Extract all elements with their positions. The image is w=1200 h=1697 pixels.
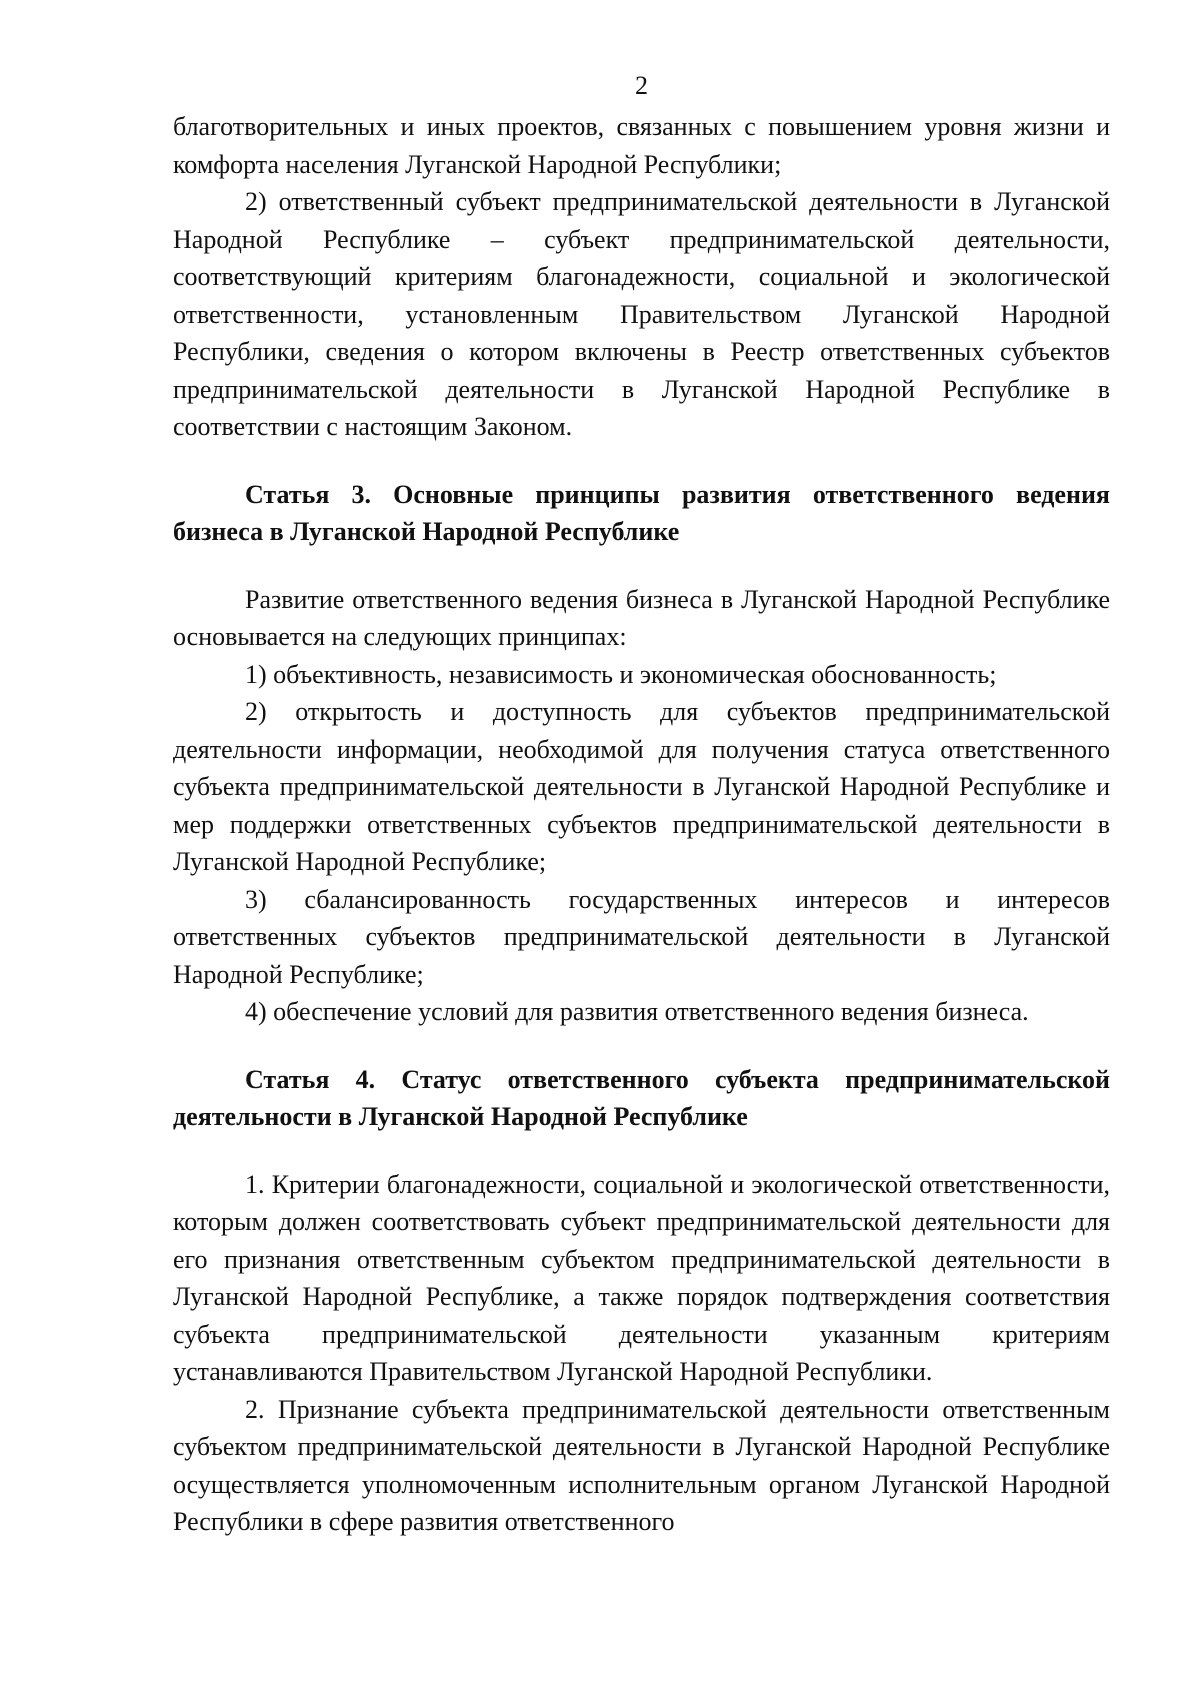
article-4-heading: Статья 4. Статус ответственного субъекта предпринимательской деятельности в Луганской Народной Республике	[173, 1064, 1110, 1131]
paragraph-definition-2: 2) ответственный субъект предпринимательской деятельности в Луганской Народной Республике – субъект предпринимательской деятельности, соответствующий критериям благонадежности, социальной и экологической ответственности, установленным Правительством Луганской Народной Республики, сведения о котором включены в Реестр ответственных субъектов предпринимательской деятельности в Луганской Народной Республике в соответствии с настоящим Законом.	[173, 187, 1110, 441]
article-3-item-3: 3) сбалансированность государственных интересов и интересов ответственных субъектов предпринимательской деятельности в Луганской Народной Республике;	[173, 884, 1110, 989]
spacer	[173, 446, 1110, 476]
article-4-item-2: 2. Признание субъекта предпринимательской деятельности ответственным субъектом предпринимательской деятельности в Луганской Народной Республике осуществляется уполномоченным исполнительным органом Луганской Народной Республики в сфере развития ответственного	[173, 1394, 1110, 1536]
article-3-heading: Статья 3. Основные принципы развития ответственного ведения бизнеса в Луганской Народной Республике	[173, 479, 1110, 546]
article-3-intro: Развитие ответственного ведения бизнеса в Луганской Народной Республике основывается на следующих принципах:	[173, 584, 1110, 651]
spacer	[173, 1136, 1110, 1166]
page-number: 2	[635, 71, 648, 100]
article-4-item-1: 1. Критерии благонадежности, социальной и экологической ответственности, которым должен соответствовать субъект предпринимательской деятельности для его признания ответственным субъектом предпринимательской деятельности в Луганской Народной Республике, а также порядок подтверждения соответствия субъекта предпринимательской деятельности указанным критериям устанавливаются Правительством Луганской Народной Республики.	[173, 1169, 1110, 1386]
spacer	[173, 551, 1110, 581]
article-3-item-1: 1) объективность, независимость и экономическая обоснованность;	[245, 659, 997, 689]
spacer	[173, 1031, 1110, 1061]
article-3-item-2: 2) открытость и доступность для субъектов предпринимательской деятельности информации, необходимой для получения статуса ответственного субъекта предпринимательской деятельности в Луганской Народной Республике и мер поддержки ответственных субъектов предпринимательской деятельности в Луганской Народной Республике;	[173, 697, 1110, 876]
paragraph-continuation: благотворительных и иных проектов, связанных с повышением уровня жизни и комфорта населения Луганской Народной Республики;	[173, 112, 1110, 179]
article-3-item-4: 4) обеспечение условий для развития ответственного ведения бизнеса.	[245, 997, 1029, 1026]
